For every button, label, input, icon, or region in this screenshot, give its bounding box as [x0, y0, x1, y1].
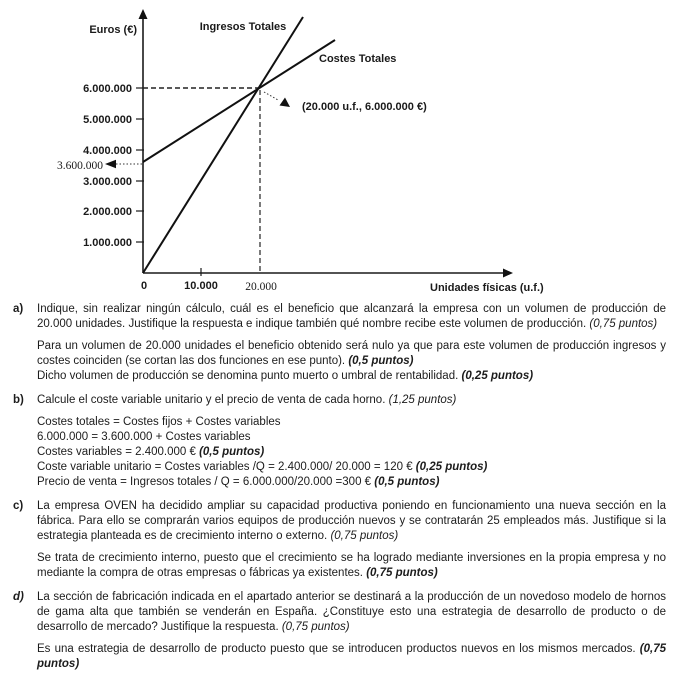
question-letter-c: c): [13, 500, 24, 512]
question-text-b: [37, 393, 666, 408]
y-axis-arrow-icon: [139, 9, 148, 19]
breakeven-annotation: (20.000 u.f., 6.000.000 €): [302, 101, 427, 113]
question-letter-b: b): [13, 394, 24, 406]
answer-text: Costes totales = Costes fijos + Costes variables: [37, 416, 281, 428]
y-tick-label-4m: 4.000.000: [83, 145, 132, 157]
ingresos-totales-line: [143, 17, 303, 273]
y-tick-label-2m: 2.000.000: [83, 206, 132, 218]
question-points: (0,75 puntos): [281, 621, 350, 633]
answer-line: [37, 445, 666, 460]
answer-points: (0,75 puntos): [366, 567, 438, 579]
y-tick-label-5m: 5.000.000: [83, 114, 132, 126]
ingresos-totales-label: Ingresos Totales: [199, 21, 287, 33]
answer-line: [37, 415, 666, 430]
question-points: (1,25 puntos): [388, 394, 457, 406]
answer-text: Dicho volumen de producción se denomina punto muerto o umbral de rentabilidad.: [37, 370, 459, 382]
answer-line: [37, 551, 666, 581]
x-axis-arrow-icon: [503, 269, 513, 278]
answer-points: (0,5 puntos): [199, 446, 265, 458]
question-b: [0, 393, 679, 408]
x-axis-title: Unidades físicas (u.f.): [430, 282, 544, 294]
questions-section: [0, 294, 679, 672]
answer-line: [37, 642, 666, 672]
question-body: La sección de fabricación indicada en el apartado anterior se destinará a la producción de un novedoso modelo de hornos de gama alta que también se venderán en España. ¿Constituye esto una estrategia de desarrollo de producto o de desarrollo de mercado? Justifique la respuesta.: [37, 591, 666, 633]
break-even-chart-area: [0, 0, 679, 294]
answers-b: [37, 415, 666, 490]
question-a: [0, 302, 679, 332]
question-body: Indique, sin realizar ningún cálculo, cuál es el beneficio que alcanzará la empresa con un volumen de producción de 20.000 unidades. Justifique la respuesta e indique también qué nombre recibe este volumen de producción.: [37, 303, 666, 330]
answers-c: [37, 551, 666, 581]
annotation-dotted-line: [264, 92, 279, 101]
fixed-cost-arrow-icon: [105, 160, 116, 168]
question-c: [0, 499, 679, 544]
question-block-c: [0, 499, 679, 581]
answer-points: (0,75 puntos): [37, 643, 666, 670]
fixed-cost-label: 3.600.000: [57, 160, 103, 172]
costes-totales-label: Costes Totales: [319, 53, 397, 65]
question-letter-a: a): [13, 303, 24, 315]
question-block-b: [0, 393, 679, 490]
question-text-d: [37, 590, 666, 635]
question-block-a: [0, 302, 679, 384]
answer-line: [37, 430, 666, 445]
y-axis-title: Euros (€): [89, 24, 137, 36]
answer-line: [37, 369, 666, 384]
answer-points: (0,25 puntos): [461, 370, 534, 382]
answer-text: Para un volumen de 20.000 unidades el beneficio obtenido será nulo ya que para este volumen de producción ingresos y costes coinciden (se cortan las dos funciones en ese punto).: [37, 340, 666, 367]
question-points: (0,75 puntos): [589, 318, 658, 330]
answer-points: (0,25 puntos): [415, 461, 488, 473]
x-tick-label-20000: 20.000: [245, 281, 277, 293]
answer-line: [37, 339, 666, 369]
answer-points: (0,5 puntos): [348, 355, 414, 367]
question-block-d: [0, 590, 679, 672]
answers-d: [37, 642, 666, 672]
question-d: [0, 590, 679, 635]
question-text-c: [37, 499, 666, 544]
answer-text: 6.000.000 = 3.600.000 + Costes variables: [37, 431, 251, 443]
question-text-a: [37, 302, 666, 332]
answer-line: [37, 460, 666, 475]
x-tick-label-10000: 10.000: [184, 280, 218, 292]
answer-text: Precio de venta = Ingresos totales / Q = 6.000.000/20.000 =300 €: [37, 476, 372, 488]
break-even-chart: [0, 0, 679, 294]
answers-a: [37, 339, 666, 384]
y-tick-label-3m: 3.000.000: [83, 176, 132, 188]
answer-text: Se trata de crecimiento interno, puesto que el crecimiento se ha logrado mediante inversiones en la propia empresa y no mediante la compra de otras empresas o fábricas ya existentes.: [37, 552, 666, 579]
answer-text: Coste variable unitario = Costes variables /Q = 2.400.000/ 20.000 = 120 €: [37, 461, 413, 473]
answer-line: [37, 475, 666, 490]
answer-points: (0,5 puntos): [374, 476, 440, 488]
answer-text: Costes variables = 2.400.000 €: [37, 446, 196, 458]
y-tick-label-1m: 1.000.000: [83, 237, 132, 249]
question-letter-d: d): [13, 591, 24, 603]
annotation-arrow-icon: [280, 98, 291, 108]
answer-text: Es una estrategia de desarrollo de producto puesto que se introducen productos nuevos en los mismos mercados.: [37, 643, 636, 655]
question-body: Calcule el coste variable unitario y el precio de venta de cada horno.: [37, 394, 386, 406]
y-tick-label-6m: 6.000.000: [83, 83, 132, 95]
question-body: La empresa OVEN ha decidido ampliar su capacidad productiva poniendo en funcionamiento una nueva sección en la fábrica. Para ello se comprarán varios equipos de producción nuevos y se contratarán 25 empleados más. Justifique si la estrategia planteada es de crecimiento interno o externo.: [37, 500, 666, 542]
question-points: (0,75 puntos): [330, 530, 399, 542]
x-tick-label-0: 0: [140, 280, 148, 292]
